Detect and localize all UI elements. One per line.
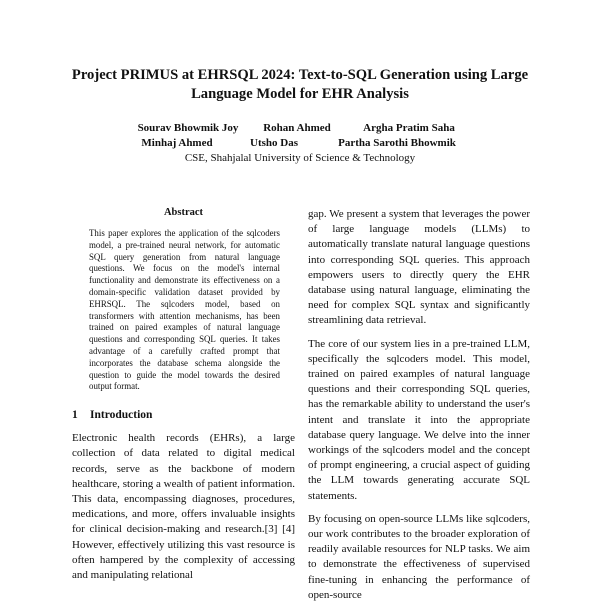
- section-heading: [72, 409, 295, 421]
- paper-title: [40, 66, 560, 104]
- left-column: [72, 207, 295, 591]
- title-line-2: Language Model for EHR Analysis: [191, 86, 409, 102]
- author-name: Utsho Das: [250, 137, 298, 149]
- right-column: [308, 207, 530, 611]
- abstract-heading: Abstract: [163, 207, 204, 218]
- author-name: Rohan Ahmed: [263, 122, 331, 134]
- body-paragraph: gap. We present a system that leverages the power of large language models (LLMs) to automatically translate natural language questions into corresponding SQL queries. This approach empowers users to directly query the EHR database using natural language, eliminating the need for complex SQL syntax and significantly streamlining data retrieval.: [308, 208, 530, 327]
- author-name: Partha Sarothi Bhowmik: [338, 137, 456, 149]
- body-paragraph: The core of our system lies in a pre-trained LLM, specifically the sqlcoders model. This model, trained on paired examples of natural language questions and their corresponding SQL queries, has the remarkable ability to understand the user's intent and translate it into the appropriate database query language. We delve into the inner workings of the sqlcoders model and the concept of prompt engineering, a crucial aspect of guiding the LLM towards generating accurate SQL statements.: [308, 337, 530, 502]
- title-line-1: Project PRIMUS at EHRSQL 2024: Text-to-SQL Generation using Large: [71, 67, 529, 83]
- section-number: 1: [72, 409, 78, 422]
- author-name: Argha Pratim Saha: [363, 122, 455, 134]
- body-paragraph: By focusing on open-source LLMs like sqlcoders, our work contributes to the broader exploration of readily available resources for NLP tasks. We aim to demonstrate the effectiveness of supervised fine-tuning in enhancing the performance of open-source: [308, 512, 530, 601]
- abstract-text: This paper explores the application of the sqlcoders model, a pre-trained neural network, for automatic SQL query generation from natural language questions. We focus on the model's internal functionality and demonstrate its effectiveness on a domain-specific validation dataset provided by EHRSQL. The sqlcoders model, based on transformers with attention mechanisms, has been trained on paired examples of natural language questions and corresponding SQL queries. It takes advantage of a carefully crafted prompt that incorporates the database schema alongside the question to guide the model towards the desired output format.: [89, 228, 280, 392]
- intro-paragraph: Electronic health records (EHRs), a large collection of data related to digital medical records, serve as the backbone of modern healthcare, storing a wealth of patient information. This data, encompassing diagnoses, procedures, medications, and more, offers invaluable insights for clinical decision-making and research.[3] [4] However, effectively utilizing this vast resource is often hampered by the complexity of accessing and manipulating relational: [72, 432, 295, 581]
- section-title: Introduction: [90, 409, 153, 422]
- author-row-1: [40, 121, 560, 136]
- author-block: [40, 121, 560, 166]
- author-name: Minhaj Ahmed: [141, 137, 213, 149]
- affiliation: CSE, Shahjalal University of Science & Technology: [184, 152, 416, 164]
- author-name: Sourav Bhowmik Joy: [137, 122, 239, 134]
- author-row-2: [40, 136, 560, 151]
